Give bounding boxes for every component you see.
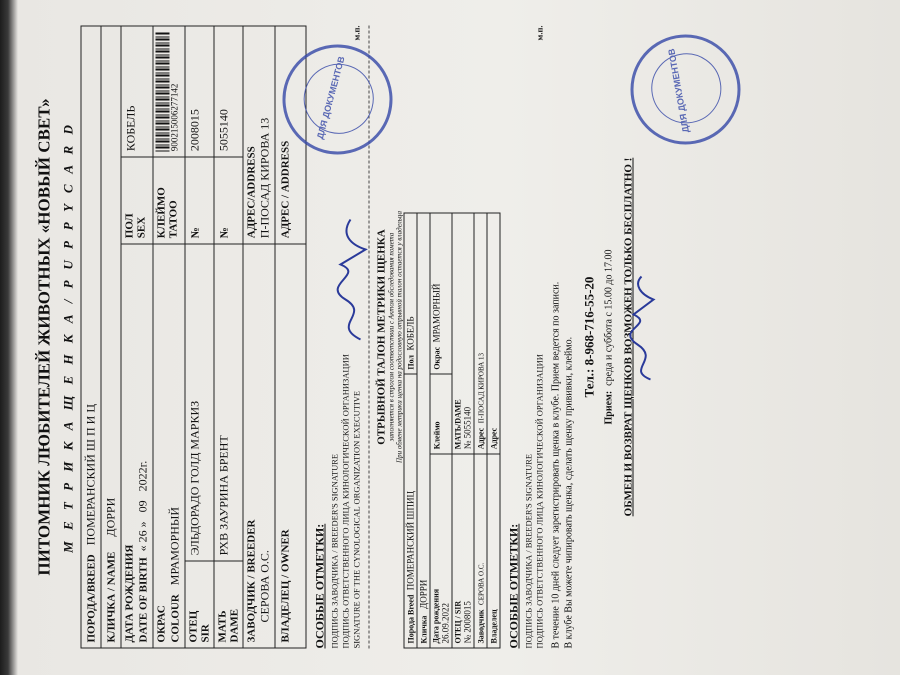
sire-no: 2008015: [187, 109, 202, 152]
colour-value: МРАМОРНЫЙ: [167, 506, 182, 586]
dame-label-1: МАТЬ: [216, 610, 229, 643]
stub-owner-label: Владелец: [489, 609, 499, 644]
hours-label: Прием:: [603, 390, 615, 425]
card-title: М Е Т Р И К А Щ Е Н К А / P U P P Y C A R D: [60, 121, 76, 553]
puppy-card-document: [21, 0, 881, 675]
owner-label: ВЛАДЕЛЕЦ / OWNER: [279, 529, 292, 643]
tattoo-label-1: КЛЕЙМО: [155, 187, 168, 239]
handwritten-signature: [321, 215, 381, 345]
stub-sex-label: Пол: [406, 355, 416, 370]
breeder-value: СЕРОВА О.С.: [257, 550, 272, 623]
name-label: КЛИЧКА / NAME: [105, 551, 118, 643]
stub-breeder-signature-line: ПОДПИСЬ ЗАВОДЧИКА / BREEDER'S SIGNATURE: [523, 453, 534, 649]
chip-barcode: [156, 32, 170, 152]
organization-signature-line: ПОДПИСЬ ОТВЕТСТВЕННОГО ЛИЦА КИНОЛОГИЧЕСКОЙ ОРГАНИЗАЦИИ: [340, 354, 351, 649]
exchange-note: ОБМЕН И ВОЗВРАТ ЩЕНКОВ ВОЗМОЖЕН ТОЛЬКО БЕСПЛАТНО !: [622, 157, 635, 517]
stub-address-value: П-ПОСАД КИРОВА 13: [477, 352, 486, 424]
stub-seal-place-label: м.п.: [534, 25, 545, 41]
handwritten-signature-stub: [616, 275, 666, 385]
stub-sire-no: № 2008015: [462, 601, 473, 644]
stub-dob-label: Дата рождения: [431, 588, 441, 644]
dob-label-2: DATE OF BIRTH: [137, 557, 150, 643]
dob-label-1: ДАТА РОЖДЕНИЯ: [123, 544, 136, 643]
stub-table: [404, 212, 501, 648]
stamp-text-stub: ДЛЯ ДОКУМЕНТОВ: [666, 47, 691, 134]
kennel-title: ПИТОМНИК ЛЮБИТЕЛЕЙ ЖИВОТНЫХ «НОВЫЙ СВЕТ»: [34, 98, 54, 576]
breed-label: ПОРОДА/BREED: [85, 554, 98, 643]
stub-organization-signature-line: ПОДПИСЬ ОТВЕТСТВЕННОГО ЛИЦА КИНОЛОГИЧЕСКОЙ ОРГАНИЗАЦИИ: [534, 354, 545, 649]
colour-label-2: COLOUR: [169, 594, 182, 643]
dob-year: 2022г.: [135, 460, 150, 492]
stub-breeder-label: Заводчик: [476, 609, 486, 644]
stub-colour-label: Окрас: [432, 346, 442, 370]
stub-dame-no: № 5055140: [462, 406, 473, 450]
stub-owner-address-label: Адрес: [489, 427, 499, 450]
puppy-card-table: [81, 26, 307, 649]
round-stamp-seal-stub: [622, 26, 749, 153]
sex-label-1: ПОЛ: [123, 213, 136, 239]
stub-breeder-value: СЕРОВА О.С.: [477, 562, 486, 605]
stub-name-label: Кличка: [419, 615, 429, 644]
breeder-label: ЗАВОДЧИК / BREEDER: [245, 519, 258, 643]
stub-breed-value: ПОМЕРАНСКИЙ ШПИЦ: [405, 491, 416, 591]
dob-day: « 26 »: [135, 521, 150, 552]
tattoo-label-2: TATOO: [167, 200, 180, 239]
stub-tattoo-label: Клеймо: [432, 421, 442, 450]
breeder-signature-line: ПОДПИСЬ ЗАВОДЧИКА / BREEDER'S SIGNATURE: [329, 453, 340, 649]
chip-number: 900215006277142: [169, 83, 180, 152]
breed-value: ПОМЕРАНСКИЙ Ш П И Ц: [83, 404, 98, 546]
stub-subtitle-1: заполняется в строгом соответствии с Актом обследования помета: [387, 232, 396, 442]
stub-dob-value: 26.09.2022: [440, 603, 451, 644]
dame-no: 5055140: [216, 109, 231, 152]
seal-place-label: м.п.: [351, 25, 362, 41]
dob-month: 09: [135, 500, 150, 513]
stub-name-value: ДОРРИ: [418, 579, 429, 609]
colour-label-1: ОКРАС: [155, 605, 168, 643]
owner-address-label: АДРЕС / ADDRESS: [279, 140, 292, 239]
stub-address-label: Адрес: [476, 427, 486, 450]
sire-no-label: №: [189, 227, 202, 239]
breeder-address-value: П-ПОСАД КИРОВА 13: [257, 117, 272, 239]
hours-value: среда и суббота с 15.00 до 17.00: [603, 249, 615, 386]
stub-sex-value: КОБЕЛЬ: [405, 316, 416, 351]
notes-label: ОСОБЫЕ ОТМЕТКИ:: [312, 523, 327, 649]
dame-label-2: DAME: [228, 608, 241, 643]
stub-breed-label: Порода Breed: [406, 594, 416, 644]
stub-colour-value: МРАМОРНЫЙ: [431, 283, 442, 343]
breeder-address-label: АДРЕС/ADDRESS: [245, 146, 258, 239]
dame-no-label: №: [218, 227, 231, 239]
registration-info-2: В клубе Вы можете чипировать щенка, сделать щенку прививки, клеймо.: [563, 336, 575, 649]
stub-subtitle-2: При обмене метрики щенка на родословную отрывной талон остается у владельца: [395, 211, 404, 463]
sire-label-2: SIR: [199, 624, 212, 643]
sex-label-2: SEX: [135, 216, 148, 239]
sire-label-1: ОТЕЦ: [187, 610, 200, 643]
organization-signature-line-en: SIGNATURE OF THE CYNOLOGICAL ORGANIZATION EXECUTIVE: [351, 390, 362, 649]
sex-value: КОБЕЛЬ: [123, 105, 138, 152]
stub-sire-label: ОТЕЦ / SIR: [453, 600, 463, 644]
dame-value: РХВ ЗАУРИНА БРЕНТ: [216, 435, 231, 556]
telephone: Тел.: 8-968-716-55-20: [581, 276, 597, 398]
stub-notes-label: ОСОБЫЕ ОТМЕТКИ:: [506, 523, 521, 649]
registration-info-1: В течение 10 дней следует зарегистрировать щенка в клубе. Прием ведется по записи.: [550, 281, 562, 649]
name-value: ДОРРИ: [103, 497, 118, 537]
stub-dame-label: МАТЬ/DAME: [453, 399, 463, 450]
sire-value: ЭЛЬДОРАДО ГОЛД МАРКИЗ: [187, 400, 202, 556]
stub-title: ОТРЫВНОЙ ТАЛОН МЕТРИКИ ЩЕНКА: [375, 229, 388, 445]
stamp-text: ДЛЯ ДОКУМЕНТОВ: [314, 55, 347, 141]
